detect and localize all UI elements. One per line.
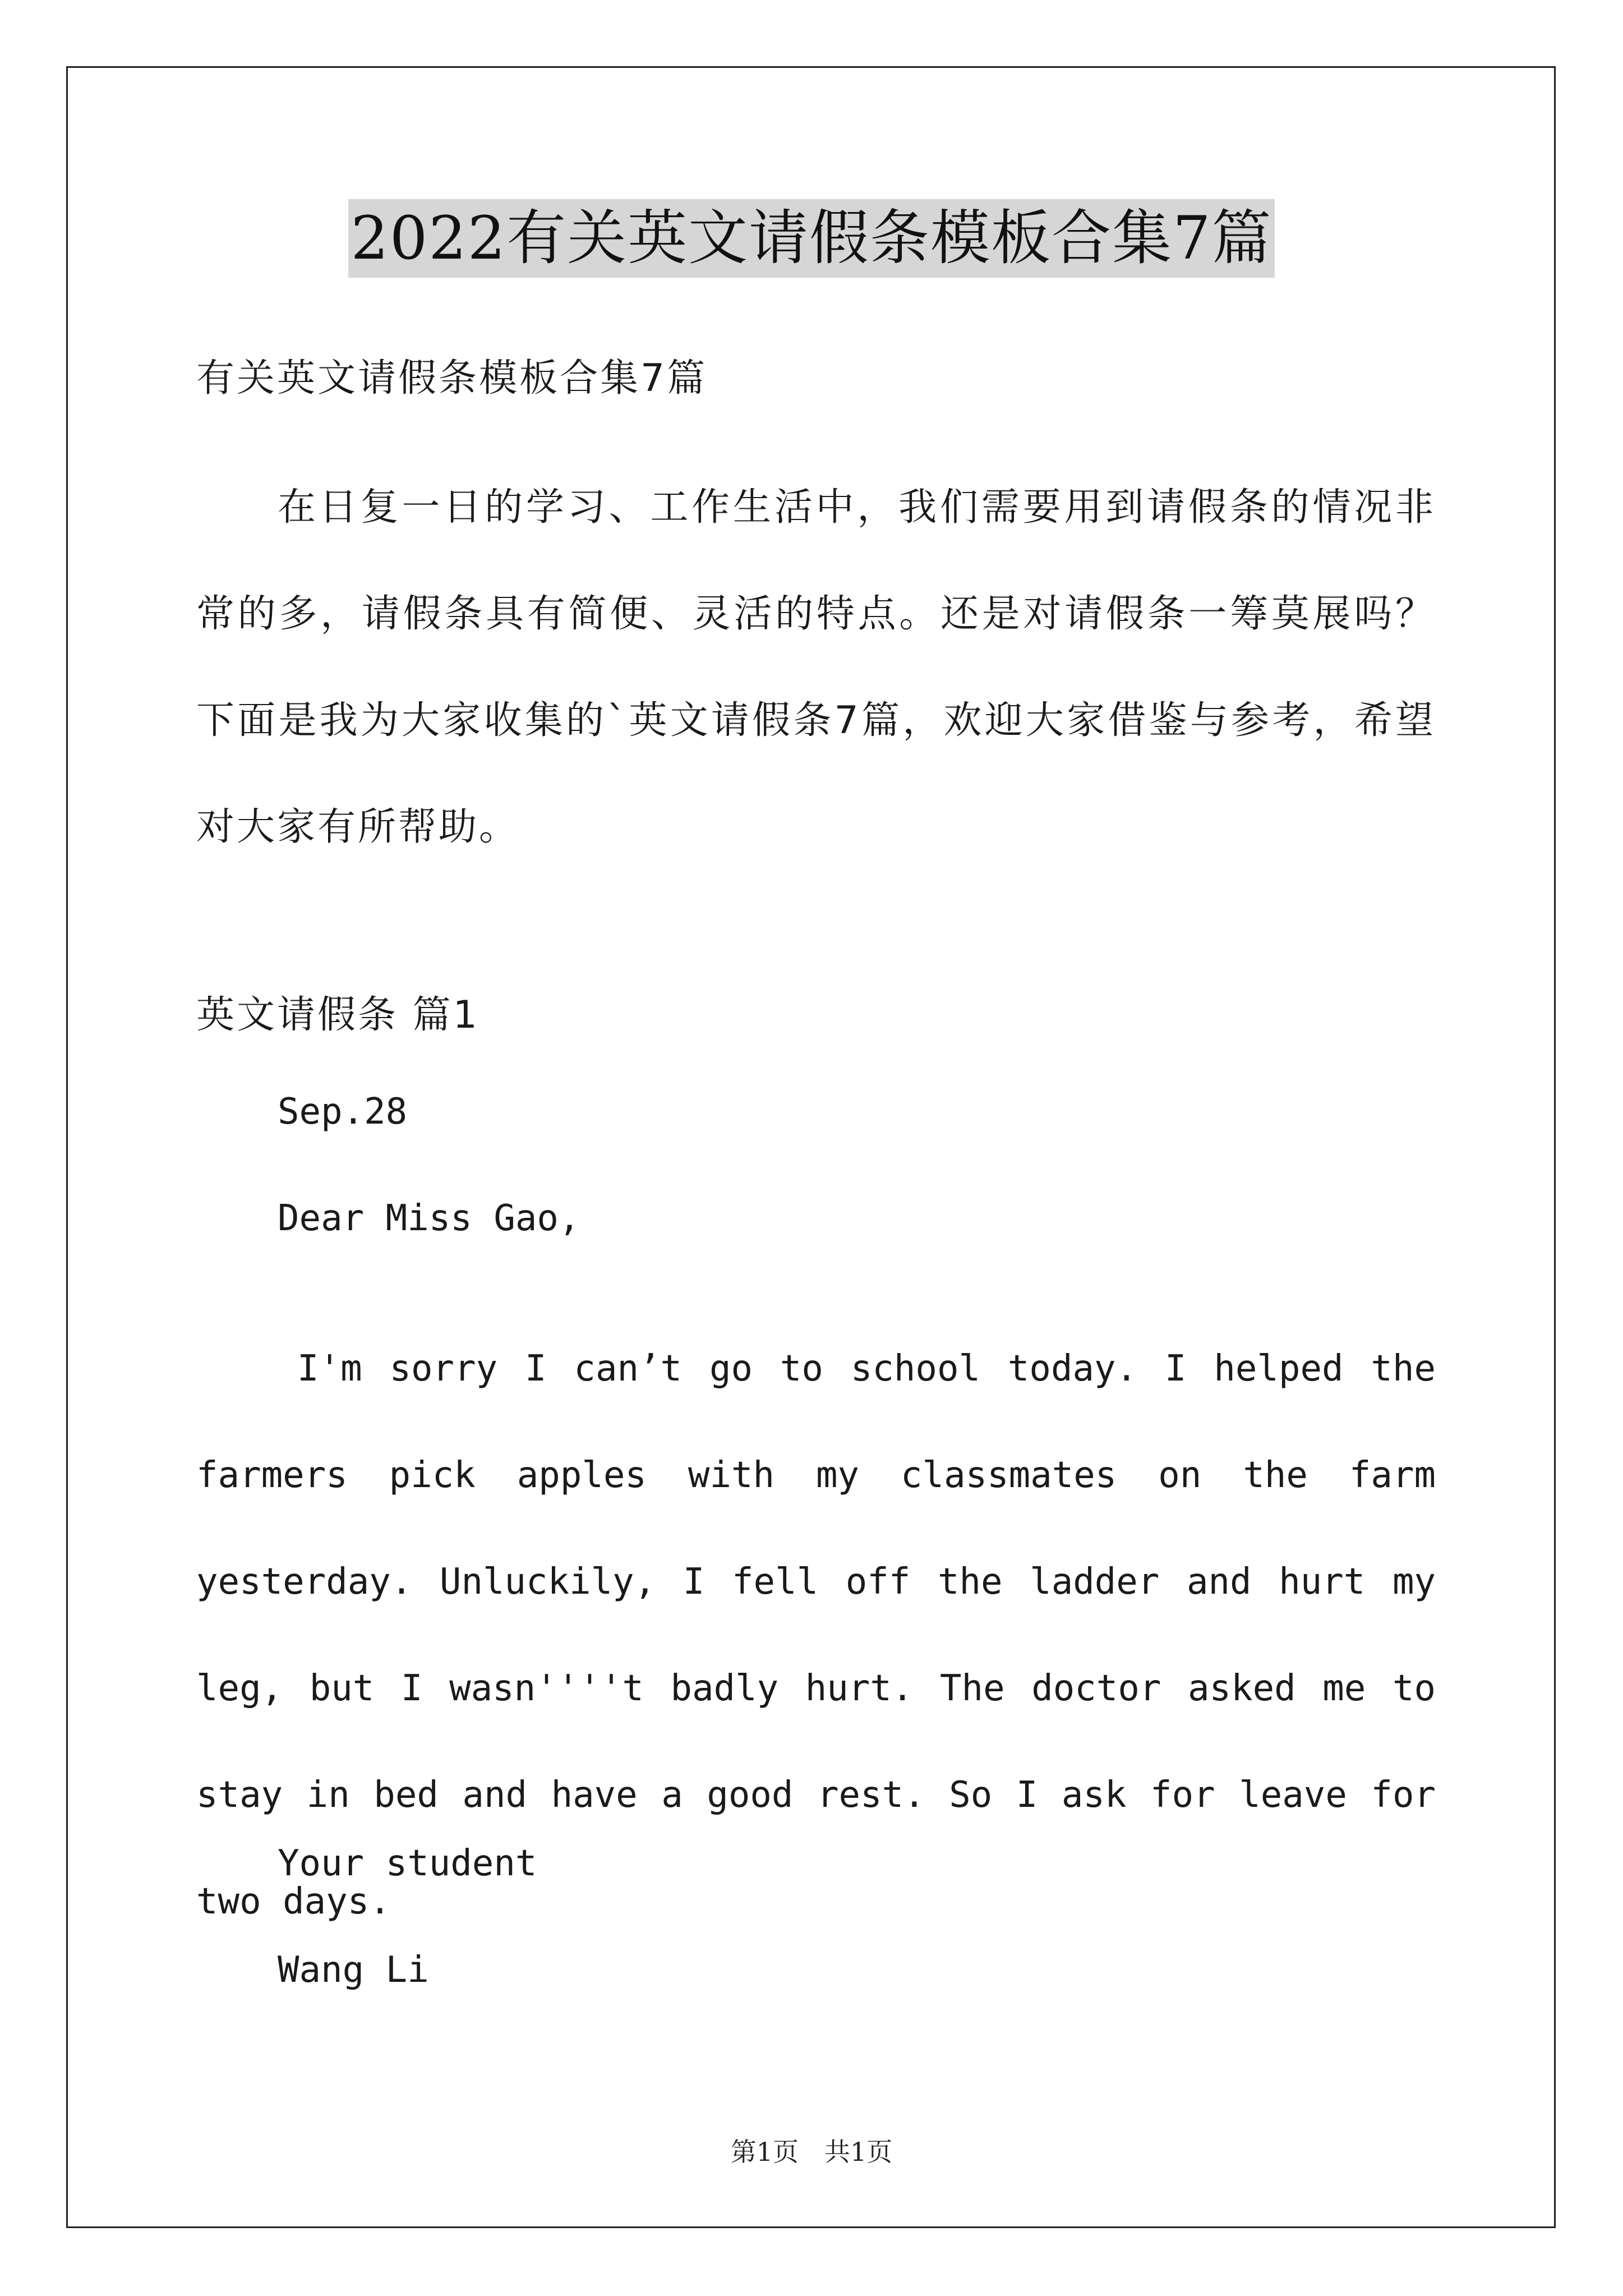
document-title: 2022有关英文请假条模板合集7篇	[348, 199, 1274, 278]
intro-paragraph: 在日复一日的学习、工作生活中，我们需要用到请假条的情况非常的多，请假条具有简便、灵活的特点。还是对请假条一筹莫展吗？下面是我为大家收集的`英文请假条7篇，欢迎大家借鉴与参考，希望对大家有所帮助。	[196, 485, 1436, 849]
document-subtitle: 有关英文请假条模板合集7篇	[196, 356, 708, 401]
letter-signature: Wang Li	[278, 1949, 429, 1991]
section-heading: 英文请假条 篇1	[196, 993, 479, 1037]
page-footer: 第1页 共1页	[730, 2137, 893, 2167]
letter-date: Sep.28	[278, 1091, 408, 1133]
letter-closing: Your student	[278, 1843, 537, 1884]
letter-salutation: Dear Miss Gao,	[278, 1198, 580, 1239]
letter-body: I'm sorry I can’t go to school today. I helped the farmers pick apples with my classmates on the farm yesterday. Unluckily, I fell off the ladder and hurt my leg, but I wasn''''t badly hurt. The doctor asked me to stay in bed and have a good rest. So I ask for leave for two days.	[196, 1348, 1436, 1922]
title-wrap	[0, 199, 1623, 278]
